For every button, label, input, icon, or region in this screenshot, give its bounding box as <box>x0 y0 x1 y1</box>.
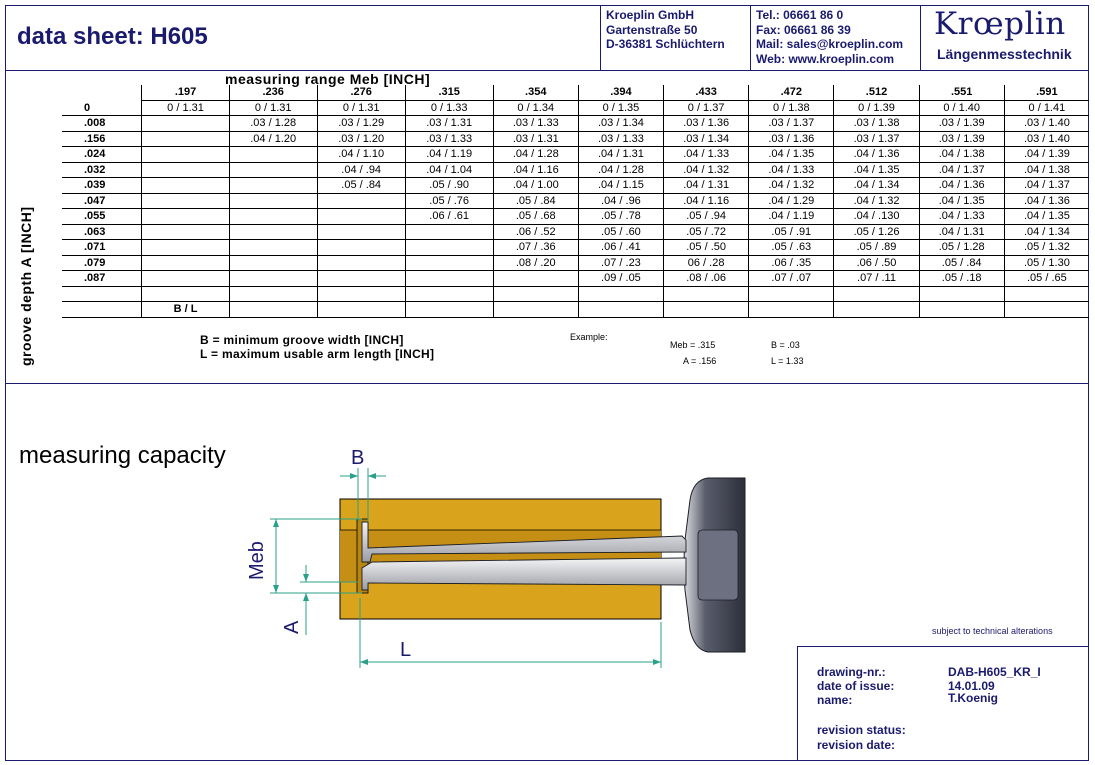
corner-cell <box>62 85 142 100</box>
table-cell <box>405 224 493 240</box>
table-cell <box>317 224 405 240</box>
table-cell <box>317 271 405 287</box>
table-cell <box>229 193 317 209</box>
table-cell <box>578 286 663 302</box>
column-header: .197 <box>142 85 229 100</box>
table-cell <box>142 162 229 178</box>
table-cell: .04 / 1.16 <box>664 193 749 209</box>
table-cell <box>142 193 229 209</box>
table-cell <box>229 147 317 163</box>
legend-b: B = minimum groove width [INCH] <box>200 333 404 347</box>
row-header: .008 <box>62 116 142 132</box>
table-cell: .04 / 1.19 <box>405 147 493 163</box>
table-cell: .04 / 1.35 <box>919 193 1004 209</box>
table-cell <box>405 240 493 256</box>
address-line: Gartenstraße 50 <box>606 22 698 37</box>
example-meb: Meb = .315 <box>670 340 716 350</box>
table-cell: .04 / 1.31 <box>578 147 663 163</box>
address-line: D-36381 Schlüchtern <box>606 37 725 51</box>
table-cell: .03 / 1.29 <box>317 116 405 132</box>
table-row <box>62 286 1089 302</box>
table-cell: .04 / 1.28 <box>578 162 663 178</box>
drawing-nr-value: DAB-H605_KR_I <box>948 665 1041 679</box>
table-cell: .04 / 1.31 <box>919 224 1004 240</box>
table-cell: 0 / 1.35 <box>578 100 663 116</box>
table-cell <box>142 131 229 147</box>
header <box>5 5 1089 71</box>
table-cell: .05 / .84 <box>919 255 1004 271</box>
column-header-row <box>62 85 1089 100</box>
table-cell: 0 / 1.39 <box>834 100 919 116</box>
table-cell: .03 / 1.31 <box>405 116 493 132</box>
contact-web[interactable]: Web: www.kroeplin.com <box>756 51 895 66</box>
footer-spacer <box>62 302 142 318</box>
label-meb: Meb <box>246 541 268 580</box>
footer-cell <box>664 302 749 318</box>
table-cell <box>749 286 834 302</box>
table-cell: .03 / 1.20 <box>317 131 405 147</box>
table-cell: .04 / 1.20 <box>229 131 317 147</box>
table-cell: .06 / .41 <box>578 240 663 256</box>
table-cell: .05 / .84 <box>317 178 405 194</box>
table-cell: .03 / 1.37 <box>834 131 919 147</box>
measuring-capacity-drawing <box>230 440 750 680</box>
table-row <box>62 240 1089 256</box>
page-title: data sheet: H605 <box>17 23 208 50</box>
table-cell: .04 / .96 <box>578 193 663 209</box>
name-value: T.Koenig <box>948 691 998 705</box>
table-cell <box>142 209 229 225</box>
table-cell: 0 / 1.37 <box>664 100 749 116</box>
table-cell: .05 / .63 <box>749 240 834 256</box>
table-cell: .04 / 1.34 <box>834 178 919 194</box>
table-cell <box>664 286 749 302</box>
table-cell: .05 / .76 <box>405 193 493 209</box>
table-cell: .05 / .91 <box>749 224 834 240</box>
label-l: L <box>400 639 412 661</box>
footer-cell <box>317 302 405 318</box>
title-block <box>797 646 1089 761</box>
table-cell: .08 / .20 <box>493 255 578 271</box>
table-cell <box>142 271 229 287</box>
table-cell: 0 / 1.33 <box>405 100 493 116</box>
table-cell <box>317 193 405 209</box>
table-cell <box>229 162 317 178</box>
table-cell: 0 / 1.31 <box>142 100 229 116</box>
table-cell <box>229 255 317 271</box>
groove-depth-axis-label: groove depth A [INCH] <box>18 206 34 366</box>
table-cell: .05 / .50 <box>664 240 749 256</box>
technical-alterations-notice: subject to technical alterations <box>932 626 1053 636</box>
data-table-section <box>5 70 1089 384</box>
table-cell: .05 / .68 <box>493 209 578 225</box>
table-row <box>62 178 1089 194</box>
table-cell <box>317 255 405 271</box>
table-cell: .04 / 1.33 <box>749 162 834 178</box>
table-cell <box>142 147 229 163</box>
issue-date-label: date of issue: <box>817 679 895 693</box>
legend <box>200 333 434 361</box>
column-header: .591 <box>1004 85 1089 100</box>
table-cell: .03 / 1.33 <box>493 116 578 132</box>
table-cell <box>142 240 229 256</box>
table-cell: .04 / 1.10 <box>317 147 405 163</box>
table-cell: .06 / .52 <box>493 224 578 240</box>
table-cell <box>405 271 493 287</box>
column-header: .433 <box>664 85 749 100</box>
table-cell: .05 / .65 <box>1004 271 1089 287</box>
table-cell: .04 / 1.32 <box>749 178 834 194</box>
column-header: .472 <box>749 85 834 100</box>
row-header: .063 <box>62 224 142 240</box>
table-cell <box>229 178 317 194</box>
row-header: .039 <box>62 178 142 194</box>
table-cell: .04 / 1.33 <box>919 209 1004 225</box>
table-cell: .04 / .94 <box>317 162 405 178</box>
example-l: L = 1.33 <box>771 356 804 366</box>
table-cell: .04 / 1.35 <box>1004 209 1089 225</box>
table-cell <box>1004 286 1089 302</box>
brand-subtitle: Längenmesstechnik <box>937 46 1072 62</box>
table-row <box>62 147 1089 163</box>
row-header: .032 <box>62 162 142 178</box>
table-cell: .06 / .61 <box>405 209 493 225</box>
table-cell <box>493 286 578 302</box>
row-header: 0 <box>62 100 142 116</box>
table-cell: 0 / 1.38 <box>749 100 834 116</box>
table-cell: .03 / 1.28 <box>229 116 317 132</box>
label-b: B <box>351 447 365 469</box>
table-cell: .03 / 1.39 <box>919 116 1004 132</box>
footer-cell <box>749 302 834 318</box>
table-cell <box>142 116 229 132</box>
contact-mail[interactable]: Mail: sales@kroeplin.com <box>756 37 904 51</box>
table-cell: .05 / .84 <box>493 193 578 209</box>
table-cell: .07 / .36 <box>493 240 578 256</box>
table-cell <box>317 209 405 225</box>
table-cell: .06 / .50 <box>834 255 919 271</box>
table-cell: .04 / 1.35 <box>834 162 919 178</box>
table-cell: .04 / 1.04 <box>405 162 493 178</box>
table-cell: .05 / 1.28 <box>919 240 1004 256</box>
example-label: Example: <box>570 332 608 342</box>
table-cell <box>229 240 317 256</box>
row-header: .071 <box>62 240 142 256</box>
table-cell: .05 / .89 <box>834 240 919 256</box>
table-cell: .07 / .07 <box>749 271 834 287</box>
contact-fax: Fax: 06661 86 39 <box>756 22 851 37</box>
column-header: .512 <box>834 85 919 100</box>
table-cell: .04 / 1.36 <box>919 178 1004 194</box>
table-cell: .04 / 1.32 <box>664 162 749 178</box>
table-cell: .03 / 1.39 <box>919 131 1004 147</box>
measuring-range-title: measuring range Meb [INCH] <box>225 71 431 87</box>
table-cell: .04 / 1.36 <box>1004 193 1089 209</box>
legend-l: L = maximum usable arm length [INCH] <box>200 347 435 361</box>
table-footer-row <box>62 302 1089 318</box>
address-line: Kroeplin GmbH <box>606 8 695 22</box>
table-cell: .03 / 1.31 <box>493 131 578 147</box>
table-cell: .04 / 1.16 <box>493 162 578 178</box>
column-header: .236 <box>229 85 317 100</box>
table-cell: .03 / 1.37 <box>749 116 834 132</box>
table-cell: .04 / 1.00 <box>493 178 578 194</box>
table-cell: .05 / 1.30 <box>1004 255 1089 271</box>
table-cell <box>142 178 229 194</box>
table-cell: .09 / .05 <box>578 271 663 287</box>
table-cell: 0 / 1.40 <box>919 100 1004 116</box>
table-cell: .04 / 1.39 <box>1004 147 1089 163</box>
table-cell: .03 / 1.34 <box>578 116 663 132</box>
table-row <box>62 131 1089 147</box>
table-cell: .05 / .78 <box>578 209 663 225</box>
table-cell <box>142 255 229 271</box>
example-b: B = .03 <box>771 340 800 350</box>
footer-cell <box>1004 302 1089 318</box>
table-cell: .04 / 1.34 <box>1004 224 1089 240</box>
row-header: .079 <box>62 255 142 271</box>
table-cell: .04 / 1.36 <box>834 147 919 163</box>
table-cell: .03 / 1.33 <box>578 131 663 147</box>
table-cell: 0 / 1.31 <box>229 100 317 116</box>
table-row <box>62 116 1089 132</box>
brand-logo <box>920 5 1090 70</box>
table-cell: .07 / .23 <box>578 255 663 271</box>
table-cell <box>919 286 1004 302</box>
footer-label: B / L <box>142 302 229 318</box>
row-header: .055 <box>62 209 142 225</box>
table-cell: .03 / 1.40 <box>1004 116 1089 132</box>
footer-cell <box>578 302 663 318</box>
table-cell: .05 / .90 <box>405 178 493 194</box>
table-cell <box>493 271 578 287</box>
table-cell: .03 / 1.34 <box>664 131 749 147</box>
issue-date-value: 14.01.09 <box>948 679 995 693</box>
contact-phone: Tel.: 06661 86 0 <box>756 8 844 22</box>
column-header: .354 <box>493 85 578 100</box>
table-cell: .03 / 1.36 <box>664 116 749 132</box>
table-cell: .04 / 1.33 <box>664 147 749 163</box>
table-cell <box>834 286 919 302</box>
name-label: name: <box>817 693 853 707</box>
data-table <box>62 85 1089 318</box>
table-cell: .04 / 1.29 <box>749 193 834 209</box>
table-cell: .04 / 1.35 <box>749 147 834 163</box>
brand-name: Krœplin <box>934 6 1066 42</box>
footer-cell <box>493 302 578 318</box>
table-cell: .08 / .06 <box>664 271 749 287</box>
table-cell: .04 / 1.19 <box>749 209 834 225</box>
table-cell: 0 / 1.41 <box>1004 100 1089 116</box>
table-cell <box>229 224 317 240</box>
contact-block <box>750 5 921 70</box>
table-row <box>62 100 1089 116</box>
table-row <box>62 193 1089 209</box>
table-cell <box>405 255 493 271</box>
address-block <box>600 5 751 70</box>
table-cell: .05 / .94 <box>664 209 749 225</box>
table-cell <box>229 209 317 225</box>
table-row <box>62 209 1089 225</box>
table-cell: .04 / 1.15 <box>578 178 663 194</box>
footer-cell <box>919 302 1004 318</box>
column-header: .276 <box>317 85 405 100</box>
revision-status-label: revision status: <box>817 723 906 737</box>
table-row <box>62 255 1089 271</box>
row-header: .087 <box>62 271 142 287</box>
example-a: A = .156 <box>683 356 717 366</box>
footer-cell <box>834 302 919 318</box>
table-row <box>62 224 1089 240</box>
table-cell <box>229 286 317 302</box>
table-cell: .03 / 1.33 <box>405 131 493 147</box>
table-cell: 0 / 1.34 <box>493 100 578 116</box>
table-cell <box>317 240 405 256</box>
table-row <box>62 271 1089 287</box>
table-cell: .04 / 1.37 <box>1004 178 1089 194</box>
label-a: A <box>281 620 303 634</box>
table-cell: .04 / 1.37 <box>919 162 1004 178</box>
table-cell: .04 / .130 <box>834 209 919 225</box>
table-cell <box>142 286 229 302</box>
footer-cell <box>405 302 493 318</box>
table-cell: 0 / 1.31 <box>317 100 405 116</box>
table-cell: .03 / 1.38 <box>834 116 919 132</box>
table-cell: .05 / .18 <box>919 271 1004 287</box>
table-cell <box>317 286 405 302</box>
table-cell: .05 / 1.26 <box>834 224 919 240</box>
table-cell: 06 / .28 <box>664 255 749 271</box>
table-cell: .04 / 1.38 <box>1004 162 1089 178</box>
column-header: .551 <box>919 85 1004 100</box>
table-cell: .03 / 1.36 <box>749 131 834 147</box>
table-cell: .04 / 1.38 <box>919 147 1004 163</box>
table-cell: .04 / 1.32 <box>834 193 919 209</box>
row-header: .024 <box>62 147 142 163</box>
table-cell: .06 / .35 <box>749 255 834 271</box>
table-cell: .07 / .11 <box>834 271 919 287</box>
table-cell: .05 / .60 <box>578 224 663 240</box>
row-header <box>62 286 142 302</box>
table-cell: .05 / 1.32 <box>1004 240 1089 256</box>
table-cell <box>405 286 493 302</box>
measuring-capacity-title: measuring capacity <box>19 442 226 469</box>
column-header: .315 <box>405 85 493 100</box>
table-cell: .03 / 1.40 <box>1004 131 1089 147</box>
row-header: .047 <box>62 193 142 209</box>
table-cell: .04 / 1.28 <box>493 147 578 163</box>
table-cell: .04 / 1.31 <box>664 178 749 194</box>
table-cell: .05 / .72 <box>664 224 749 240</box>
table-row <box>62 162 1089 178</box>
drawing-nr-label: drawing-nr.: <box>817 665 886 679</box>
table-cell <box>142 224 229 240</box>
row-header: .156 <box>62 131 142 147</box>
footer-cell <box>229 302 317 318</box>
table-cell <box>229 271 317 287</box>
revision-date-label: revision date: <box>817 738 896 752</box>
column-header: .394 <box>578 85 663 100</box>
